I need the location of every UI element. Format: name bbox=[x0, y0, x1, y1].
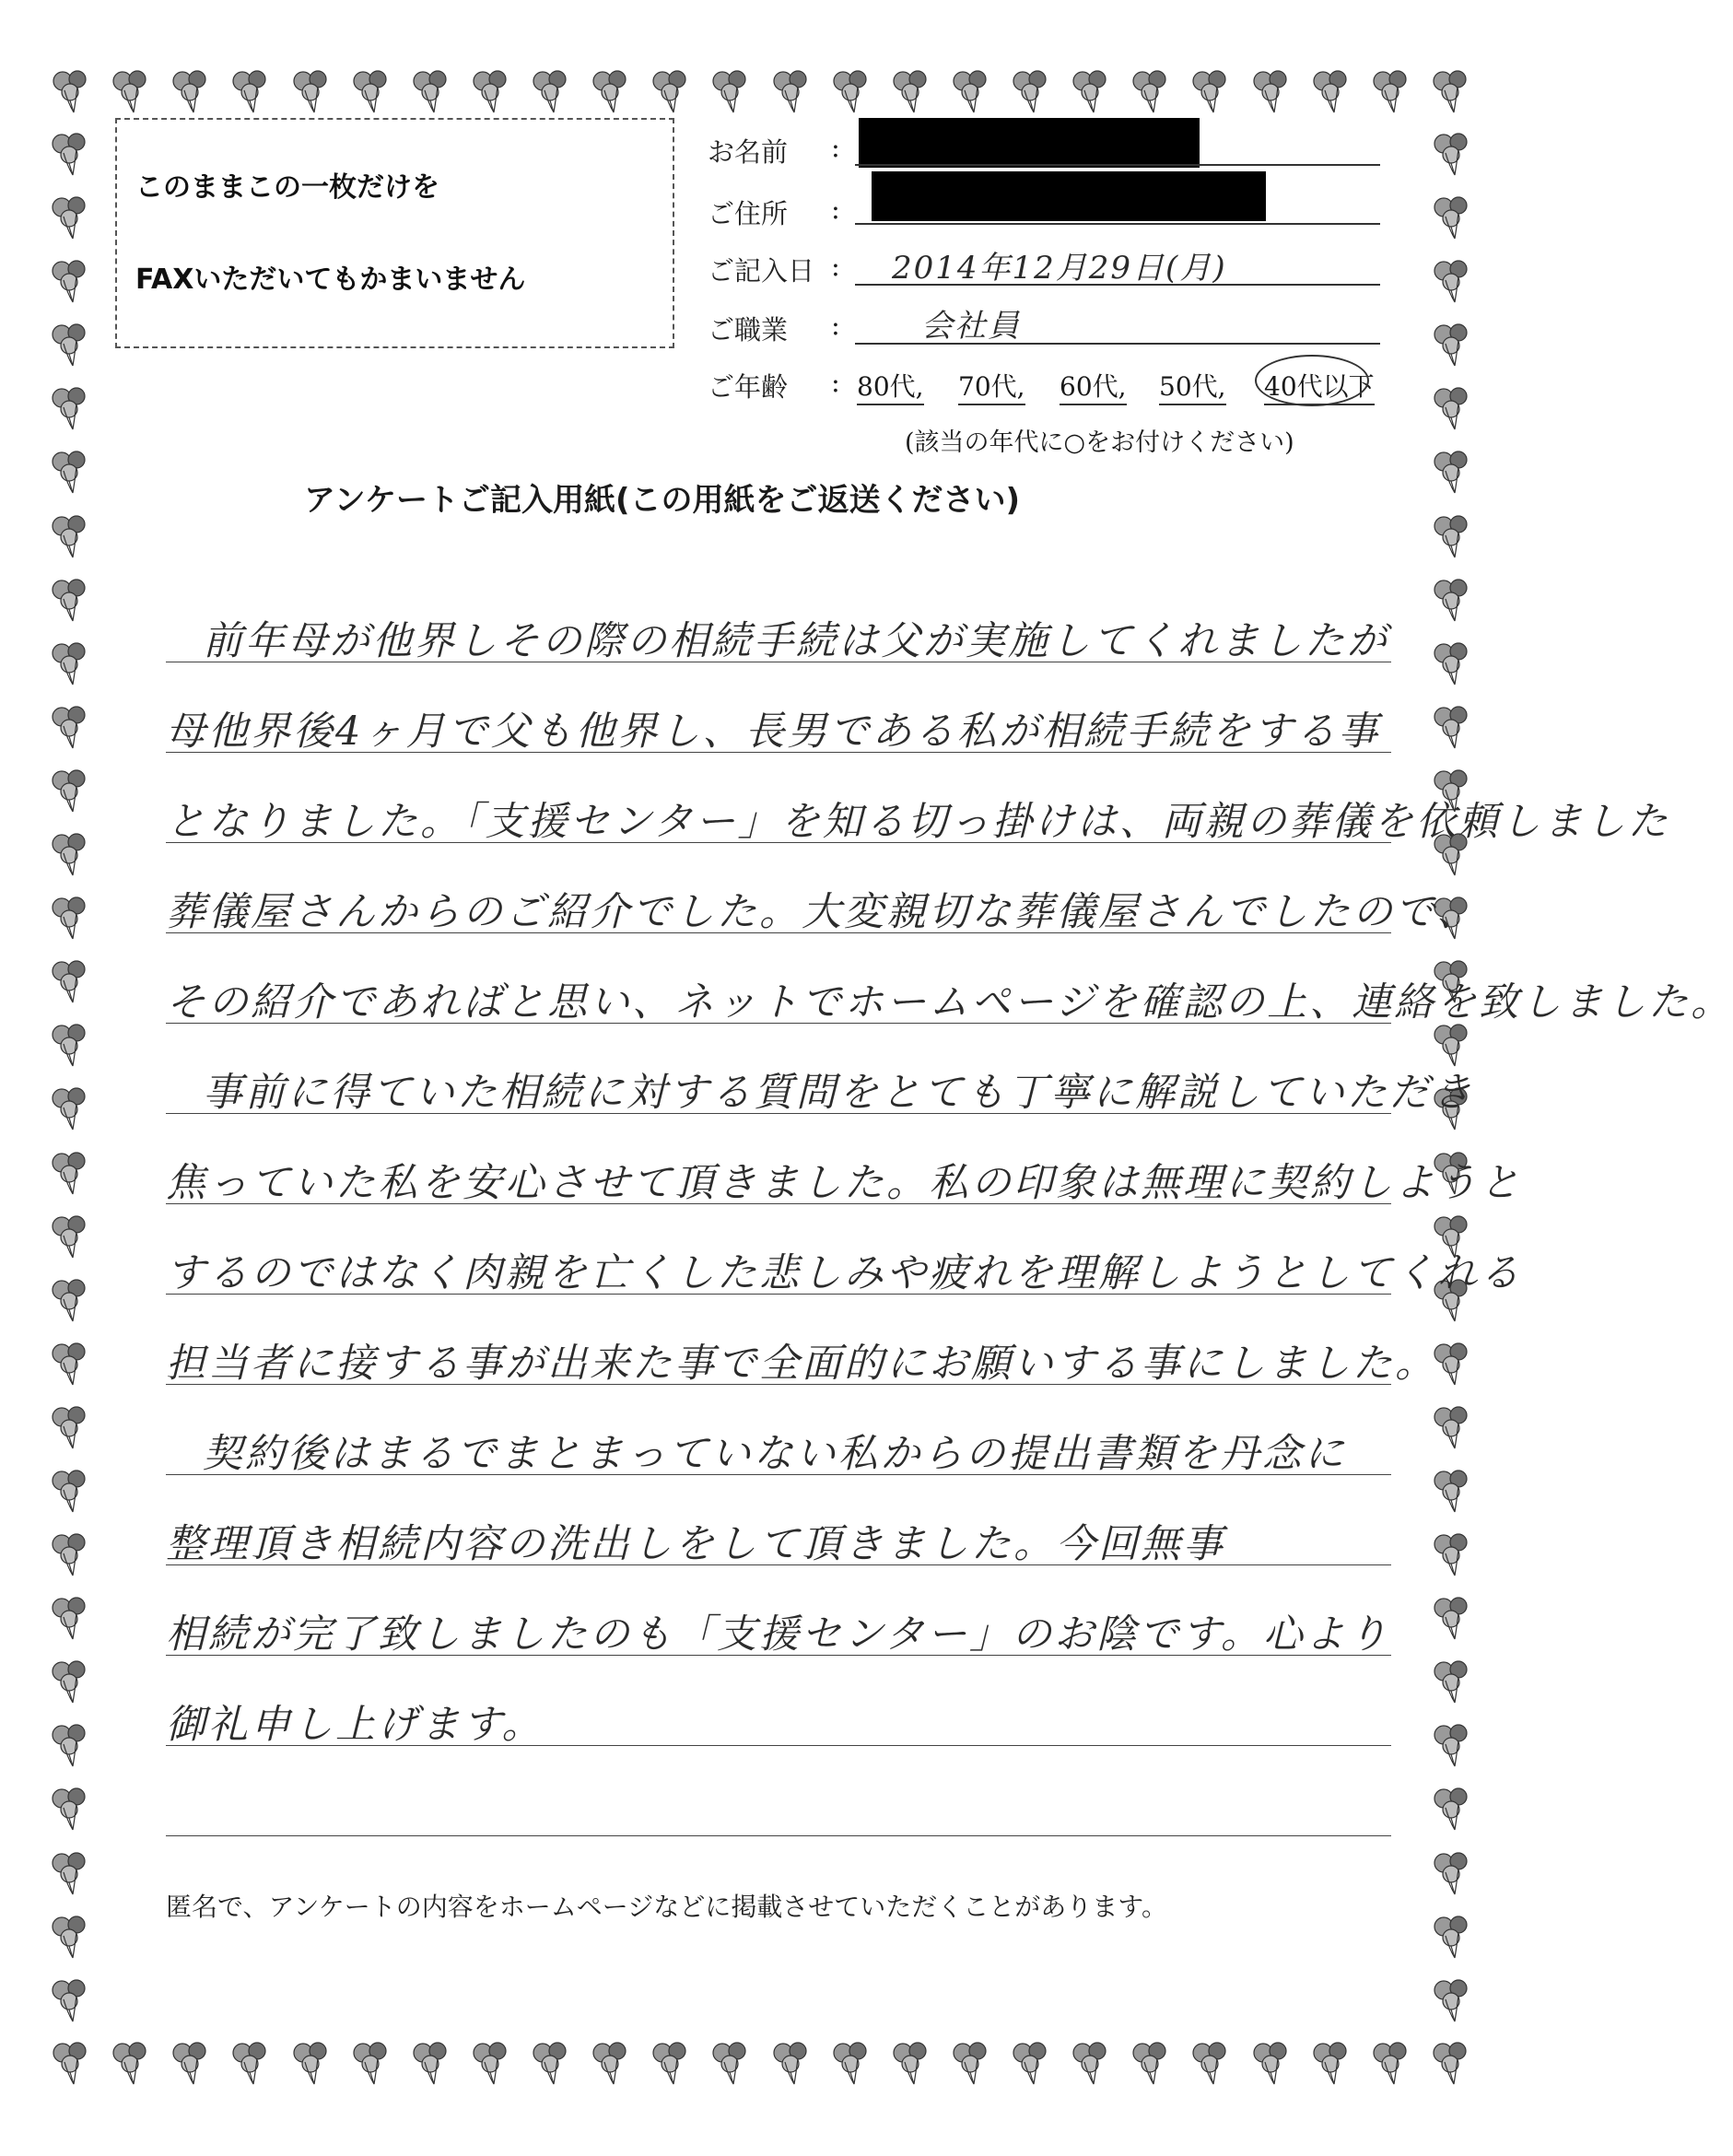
form-title: アンケートご記入用紙(この用紙をご返送ください) bbox=[304, 482, 1021, 519]
date-label: ご記入日 bbox=[708, 255, 815, 287]
handwritten-line: となりました。「支援センター」を知る切っ掛けは、両親の葬儀を依頼しました bbox=[166, 799, 1670, 845]
balloon-icon bbox=[346, 2038, 398, 2090]
balloon-icon bbox=[1427, 639, 1479, 690]
handwritten-line: 焦っていた私を安心させて頂きました。私の印象は無理に契約しようと bbox=[166, 1160, 1522, 1206]
balloon-icon bbox=[466, 2038, 518, 2090]
balloon-icon bbox=[1006, 66, 1058, 118]
handwritten-line: 母他界後4ヶ月で父も他界し、長男である私が相続手続をする事 bbox=[166, 709, 1381, 755]
age-instruction-note: (該当の年代に○をお付けください) bbox=[905, 428, 1294, 457]
ruled-line bbox=[166, 1835, 1391, 1836]
handwritten-line: 御礼申し上げます。 bbox=[166, 1702, 544, 1748]
age-option-60: 60代, bbox=[1060, 367, 1127, 405]
date-colon: : bbox=[831, 251, 840, 282]
balloon-icon bbox=[45, 1212, 97, 1263]
age-option-40-under: 40代以下 bbox=[1264, 367, 1375, 405]
balloon-icon bbox=[1427, 1912, 1479, 1963]
balloon-icon bbox=[45, 256, 97, 308]
balloon-icon bbox=[45, 447, 97, 498]
handwritten-line: 葬儀屋さんからのご紹介でした。大変親切な葬儀屋さんでしたので、 bbox=[166, 889, 1480, 935]
balloon-icon bbox=[1427, 1657, 1479, 1708]
address-field-line bbox=[855, 223, 1380, 225]
balloon-icon bbox=[1427, 575, 1479, 627]
balloon-icon bbox=[526, 66, 578, 118]
balloon-icon bbox=[45, 1084, 97, 1135]
balloon-icon bbox=[46, 66, 98, 118]
balloon-icon bbox=[466, 66, 518, 118]
age-option-50: 50代, bbox=[1159, 367, 1226, 405]
age-option-80: 80代, bbox=[857, 367, 924, 405]
balloon-icon bbox=[1366, 66, 1418, 118]
balloon-icon bbox=[1427, 193, 1479, 244]
balloon-icon bbox=[45, 320, 97, 371]
balloon-icon bbox=[1427, 1848, 1479, 1900]
balloon-icon bbox=[45, 1720, 97, 1772]
balloon-icon bbox=[1427, 447, 1479, 498]
balloon-icon bbox=[166, 2038, 217, 2090]
balloon-icon bbox=[886, 2038, 938, 2090]
balloon-icon bbox=[886, 66, 938, 118]
balloon-icon bbox=[1366, 2038, 1418, 2090]
balloon-icon bbox=[1066, 66, 1118, 118]
age-option-70: 70代, bbox=[958, 367, 1025, 405]
balloon-icon bbox=[45, 956, 97, 1008]
balloon-icon bbox=[45, 1784, 97, 1835]
balloon-icon bbox=[45, 129, 97, 181]
balloon-icon bbox=[45, 1912, 97, 1963]
balloon-icon bbox=[1126, 2038, 1177, 2090]
date-field-line bbox=[855, 284, 1380, 286]
balloon-icon bbox=[1427, 1529, 1479, 1581]
balloon-icon bbox=[526, 2038, 578, 2090]
handwritten-line: 相続が完了致しましたのも「支援センター」のお陰です。心より bbox=[166, 1611, 1390, 1658]
balloon-icon bbox=[1126, 66, 1177, 118]
balloon-icon bbox=[1306, 2038, 1358, 2090]
address-label: ご住所 bbox=[708, 198, 789, 229]
balloon-icon bbox=[287, 66, 338, 118]
job-label: ご職業 bbox=[708, 314, 789, 346]
balloon-icon bbox=[1006, 2038, 1058, 2090]
balloon-icon bbox=[1426, 2038, 1478, 2090]
age-selection-circle bbox=[1255, 355, 1369, 406]
balloon-icon bbox=[166, 66, 217, 118]
balloon-icon bbox=[45, 1975, 97, 2027]
balloon-icon bbox=[45, 1148, 97, 1200]
balloon-icon bbox=[226, 2038, 277, 2090]
balloon-icon bbox=[106, 66, 158, 118]
balloon-icon bbox=[406, 2038, 458, 2090]
age-colon: : bbox=[831, 367, 840, 398]
handwritten-line: 担当者に接する事が出来た事で全面的にお願いする事にしました。 bbox=[166, 1341, 1437, 1387]
handwritten-line: 前年母が他界しその際の相続手続は父が実施してくれましたが bbox=[203, 618, 1389, 664]
name-redaction bbox=[859, 118, 1200, 168]
balloon-icon bbox=[45, 1593, 97, 1645]
balloon-icon bbox=[45, 766, 97, 817]
balloon-icon bbox=[767, 2038, 818, 2090]
balloon-icon bbox=[1427, 1593, 1479, 1645]
balloon-icon bbox=[1247, 2038, 1298, 2090]
job-colon: : bbox=[831, 310, 840, 341]
balloon-icon bbox=[45, 1020, 97, 1072]
balloon-icon bbox=[1426, 66, 1478, 118]
balloon-icon bbox=[1066, 2038, 1118, 2090]
balloon-icon bbox=[45, 383, 97, 435]
fax-notice-box bbox=[115, 118, 674, 348]
balloon-icon bbox=[1247, 66, 1298, 118]
balloon-icon bbox=[946, 66, 998, 118]
job-field-line bbox=[855, 343, 1380, 345]
balloon-icon bbox=[45, 1466, 97, 1517]
balloon-icon bbox=[45, 1402, 97, 1454]
handwritten-line: 事前に得ていた相続に対する質問をとても丁寧に解説していただき bbox=[203, 1070, 1474, 1116]
notice-line-2: FAXいただいてもかまいません bbox=[135, 264, 526, 296]
age-label: ご年齢 bbox=[708, 371, 789, 403]
balloon-icon bbox=[1427, 702, 1479, 754]
balloon-icon bbox=[1427, 511, 1479, 563]
balloon-icon bbox=[45, 1339, 97, 1390]
balloon-icon bbox=[1427, 320, 1479, 371]
balloon-icon bbox=[1306, 66, 1358, 118]
balloon-icon bbox=[1427, 1402, 1479, 1454]
footer-note: 匿名で、アンケートの内容をホームページなどに掲載させていただくことがあります。 bbox=[166, 1892, 1167, 1922]
balloon-icon bbox=[946, 2038, 998, 2090]
balloon-icon bbox=[46, 2038, 98, 2090]
border-bottom bbox=[46, 2032, 1478, 2096]
balloon-icon bbox=[1427, 1784, 1479, 1835]
balloon-icon bbox=[45, 1275, 97, 1327]
balloon-icon bbox=[586, 2038, 638, 2090]
notice-line-1: このままこの一枚だけを bbox=[135, 171, 439, 204]
balloon-icon bbox=[767, 66, 818, 118]
balloon-icon bbox=[706, 2038, 757, 2090]
name-field-line bbox=[855, 164, 1380, 166]
handwritten-line: 整理頂き相続内容の洗出しをして頂きました。今回無事 bbox=[166, 1521, 1225, 1567]
balloon-icon bbox=[586, 66, 638, 118]
balloon-icon bbox=[45, 1529, 97, 1581]
balloon-icon bbox=[287, 2038, 338, 2090]
balloon-icon bbox=[45, 575, 97, 627]
balloon-icon bbox=[45, 893, 97, 944]
border-top bbox=[46, 60, 1478, 124]
border-left bbox=[39, 129, 103, 2027]
balloon-icon bbox=[226, 66, 277, 118]
name-colon: : bbox=[831, 132, 840, 163]
job-value: 会社員 bbox=[921, 308, 1021, 345]
balloon-icon bbox=[45, 639, 97, 690]
balloon-icon bbox=[706, 66, 757, 118]
address-colon: : bbox=[831, 193, 840, 225]
balloon-icon bbox=[1427, 1975, 1479, 2027]
date-value: 2014年12月29日(月) bbox=[892, 250, 1227, 287]
balloon-icon bbox=[646, 66, 697, 118]
balloon-icon bbox=[1427, 383, 1479, 435]
balloon-icon bbox=[45, 702, 97, 754]
balloon-icon bbox=[1186, 2038, 1237, 2090]
balloon-icon bbox=[106, 2038, 158, 2090]
balloon-icon bbox=[1427, 256, 1479, 308]
balloon-icon bbox=[1427, 1720, 1479, 1772]
balloon-icon bbox=[346, 66, 398, 118]
balloon-icon bbox=[646, 2038, 697, 2090]
handwritten-line: その紹介であればと思い、ネットでホームページを確認の上、連絡を致しました。 bbox=[166, 979, 1733, 1025]
handwritten-line: するのではなく肉親を亡くした悲しみや疲れを理解しようとしてくれる bbox=[166, 1250, 1522, 1296]
balloon-icon bbox=[1186, 66, 1237, 118]
balloon-icon bbox=[406, 66, 458, 118]
balloon-icon bbox=[1427, 1466, 1479, 1517]
balloon-icon bbox=[826, 66, 878, 118]
balloon-icon bbox=[45, 511, 97, 563]
handwritten-line: 契約後はまるでまとまっていない私からの提出書類を丹念に bbox=[203, 1431, 1347, 1477]
balloon-icon bbox=[45, 193, 97, 244]
balloon-icon bbox=[826, 2038, 878, 2090]
address-redaction bbox=[872, 171, 1266, 221]
balloon-icon bbox=[45, 1848, 97, 1900]
name-label: お名前 bbox=[708, 136, 789, 168]
balloon-icon bbox=[1427, 129, 1479, 181]
balloon-icon bbox=[45, 1657, 97, 1708]
balloon-icon bbox=[45, 829, 97, 881]
